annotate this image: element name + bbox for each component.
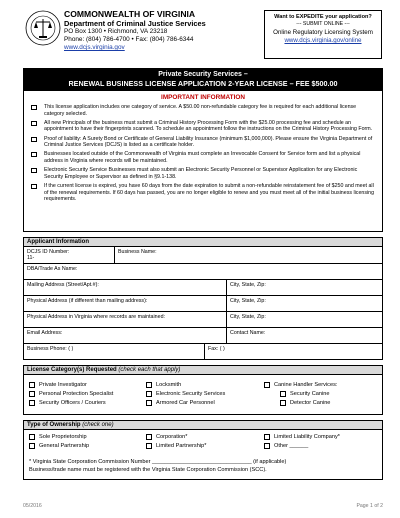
license-category-options xyxy=(23,375,383,415)
category-security-officers[interactable]: Security Officers / Couriers xyxy=(29,400,106,406)
checkbox-icon xyxy=(29,434,35,440)
category-detector-canine[interactable]: Detector Canine xyxy=(280,400,330,406)
checkbox-icon xyxy=(146,400,152,406)
important-info-heading: IMPORTANT INFORMATION xyxy=(161,94,245,101)
checkbox-icon xyxy=(29,391,35,397)
checkbox-icon xyxy=(146,443,152,449)
checkbox-icon xyxy=(29,382,35,388)
ownership-other[interactable]: Other ______ xyxy=(264,443,308,449)
mailing-address-field[interactable]: Mailing Address (Street/Apt.#): xyxy=(27,282,99,288)
business-name-field[interactable]: Business Name: xyxy=(114,247,384,263)
checkbox-icon xyxy=(31,121,37,126)
ownership-options xyxy=(23,430,383,480)
agency-website-link[interactable]: www.dcjs.virginia.gov xyxy=(64,44,125,51)
dcjs-seal-logo xyxy=(25,10,61,46)
category-personal-protection[interactable]: Personal Protection Specialist xyxy=(29,391,113,397)
ownership-corporation[interactable]: Corporation* xyxy=(146,434,187,440)
form-title: Private Security Services – RENEWAL BUSINESS LICENSE APPLICATION 2-YEAR LICENSE – FEE $500.00 xyxy=(23,68,383,90)
checkbox-icon xyxy=(31,137,37,142)
checkbox-icon xyxy=(264,443,270,449)
agency-phone-fax: Phone: (804) 786-4700 • Fax: (804) 786-6344 xyxy=(64,36,194,43)
online-link[interactable]: www.dcjs.virginia.gov/online xyxy=(284,37,362,44)
records-city-state-zip-field[interactable]: City, State, Zip: xyxy=(226,312,384,327)
submit-online-text: --- SUBMIT ONLINE --- xyxy=(296,20,350,27)
ownership-general-partnership[interactable]: General Partnership xyxy=(29,443,89,449)
info-item: This license application includes one category of service. A $50.00 non-refundable category fee is required for each additional license category selected. xyxy=(31,104,377,117)
ownership-llc[interactable]: Limited Liability Company* xyxy=(264,434,340,440)
physical-city-state-zip-field[interactable]: City, State, Zip: xyxy=(226,296,384,311)
contact-name-field[interactable]: Contact Name: xyxy=(226,328,384,343)
info-item: If the current license is expired, you have 60 days from the date expiration to submit a non-refundable reinstatement fee of $250 and meet all of the renewal requirements. If 60 days has passed, you are no longer eligible to renew and you must meet all of the initial business licensing requirements. xyxy=(31,183,377,203)
agency-name: Department of Criminal Justice Services xyxy=(64,19,206,28)
checkbox-icon xyxy=(280,391,286,397)
dcjs-id-field[interactable]: DCJS ID Number: 11- xyxy=(27,249,70,261)
category-locksmith[interactable]: Locksmith xyxy=(146,382,181,388)
info-item: All new Principals of the business must submit a Criminal History Processing Form with the $25.00 processing fee and schedule an appointment to have their fingerprints scanned. To schedule an appointment follow the instructions on the Criminal History Processing Form. xyxy=(31,120,377,133)
agency-address: PO Box 1300 • Richmond, VA 23218 xyxy=(64,28,168,35)
fax-field[interactable]: Fax: ( ) xyxy=(204,344,384,359)
business-phone-field[interactable]: Business Phone: ( ) xyxy=(27,346,74,352)
form-date: 05/2016 xyxy=(23,503,42,509)
scc-number-field[interactable]: * Virginia State Corporation Commission Number ________________________________ (if applicable) xyxy=(29,459,287,465)
checkbox-icon xyxy=(264,382,270,388)
category-private-investigator[interactable]: Private Investigator xyxy=(29,382,87,388)
email-field[interactable]: Email Address: xyxy=(27,330,63,336)
checkbox-icon xyxy=(146,434,152,440)
submit-online-box xyxy=(264,10,382,59)
scc-note: Business/trade name must be registered with the Virginia State Corporation Commission (SCC). xyxy=(29,467,267,473)
records-address-field[interactable]: Physical Address in Virginia where records are maintained: xyxy=(27,314,165,320)
mailing-city-state-zip-field[interactable]: City, State, Zip: xyxy=(226,280,384,295)
physical-address-field[interactable]: Physical Address (if different than mailing address): xyxy=(27,298,148,304)
info-item: Businesses located outside of the Commonwealth of Virginia must complete an Irrevocable Consent for Service form and list a physical address in Virginia where records will be maintained. xyxy=(31,151,377,164)
category-electronic-security[interactable]: Electronic Security Services xyxy=(146,391,225,397)
ownership-heading: Type of Ownership (check one) xyxy=(23,420,383,430)
license-category-heading: License Category(s) Requested (check each that apply) xyxy=(23,365,383,375)
applicant-info-heading: Applicant Information xyxy=(23,237,383,247)
dba-field[interactable]: DBA/Trade As Name: xyxy=(27,266,78,272)
checkbox-icon xyxy=(146,391,152,397)
expedite-text: Want to EXPEDITE your application? xyxy=(274,14,372,20)
checkbox-icon xyxy=(29,400,35,406)
ownership-sole-proprietorship[interactable]: Sole Proprietorship xyxy=(29,434,87,440)
important-information xyxy=(23,90,383,232)
checkbox-icon xyxy=(280,400,286,406)
agency-block xyxy=(64,9,264,52)
info-item: Proof of liability: A Surety Bond or Certificate of General Liability Insurance (minimum $1,000,000). Please ensure the Virginia Department of Criminal Justice Services (DCJS) is listed as a certificate holder. xyxy=(31,136,377,149)
checkbox-icon xyxy=(264,434,270,440)
checkbox-icon xyxy=(31,105,37,110)
category-security-canine[interactable]: Security Canine xyxy=(280,391,330,397)
info-item: Electronic Security Service Businesses must also submit an Electronic Security Personnel or Supervisor Application for any Electronic Security Employee or Supervisor as defined in §9.1-138. xyxy=(31,167,377,180)
checkbox-icon xyxy=(31,152,37,157)
checkbox-icon xyxy=(31,184,37,189)
checkbox-icon xyxy=(31,168,37,173)
category-canine-handler[interactable]: Canine Handler Services: xyxy=(264,382,337,388)
checkbox-icon xyxy=(146,382,152,388)
agency-state: COMMONWEALTH OF VIRGINIA xyxy=(64,9,196,19)
page-number: Page 1 of 2 xyxy=(356,503,383,509)
ownership-limited-partnership[interactable]: Limited Partnership* xyxy=(146,443,206,449)
category-armored-car[interactable]: Armored Car Personnel xyxy=(146,400,215,406)
checkbox-icon xyxy=(29,443,35,449)
orls-text: Online Regulatory Licensing System xyxy=(273,29,373,36)
